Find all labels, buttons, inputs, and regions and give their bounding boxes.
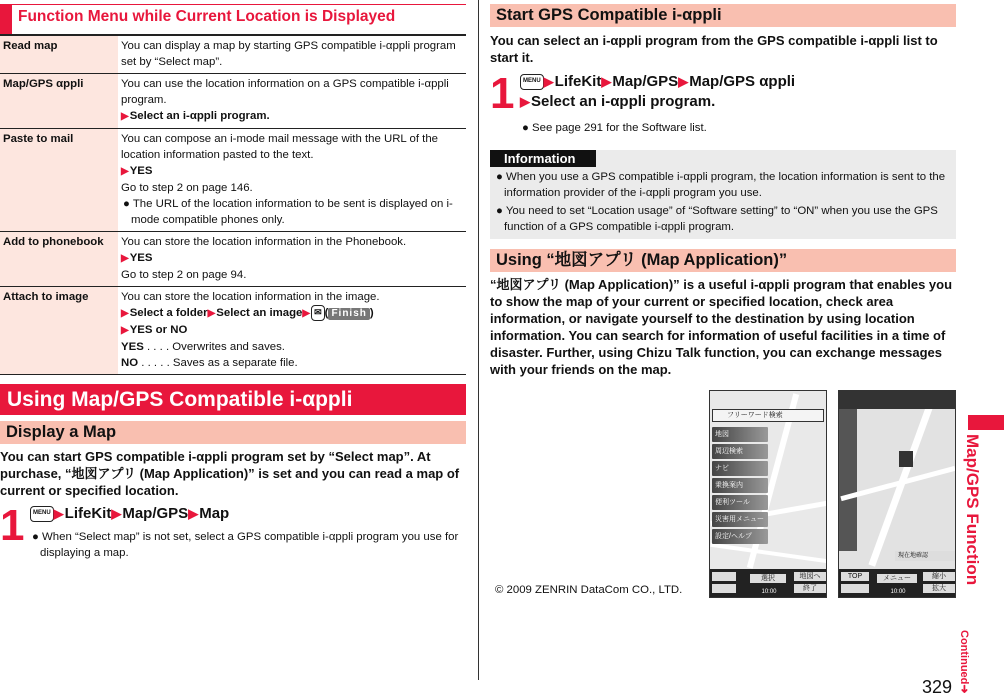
row-text: You can display a map by starting GPS compatible i-αppli program set by “Select map”. [121,40,456,68]
menu-item: 周辺検索 [712,444,768,459]
section-index-label: Map/GPS Function [963,434,982,586]
path-item: Map [199,505,230,523]
table-row [0,36,466,74]
start-gps-heading: Start GPS Compatible i-αppli [490,4,956,27]
map-app-heading: Using “地図アプリ (Map Application)” [490,249,956,272]
mail-key-icon: ✉ [311,305,325,321]
row-label: Map/GPS αppli [0,74,118,129]
menu-item: 地図 [712,427,768,442]
step-number: 1 [0,501,25,551]
start-gps-intro: You can select an i-αppli program from the GPS compatible i-αppli list to start it. [490,33,938,65]
continued-label [958,630,971,694]
information-box: Information ● When you use a GPS compatible i-αppli program, the location information is sent to the information provider of the i-αppli program you use. ● You need to set “Location usage” of “Software setting” to “ON” when you use the GPS function of a GPS compatible i-αppli program. [490,150,956,239]
row-label: Attach to image [0,287,118,375]
menu-item: ナビ [712,461,768,476]
map-app-text: “地図アプリ (Map Application)” is a useful i-αppli program that enables you to show the map of your current or specified location, check area information, or navigate yourself to the destination by using location information. You can search for information of useful facilities in a time of disaster. Further, using Chizu Talk function, you can exchange messages with your friends on the map. [490,277,953,377]
operation: Select a folder [129,307,208,320]
info-bullet: You need to set “Location usage” of “Software setting” to “ON” when you use the GPS function of a GPS compatible i-αppli program. [504,205,938,233]
section-banner: Using Map/GPS Compatible i-αppli [0,384,466,415]
operation: YES [129,165,153,177]
row-text: You can store the location information in the Phonebook. [121,236,407,248]
row-label: Read map [0,36,118,74]
menu-softkey: メニュー [877,574,917,583]
table-row: Add to phonebook You can store the location information in the Phonebook. ▶YES Go to step 2 on page 94. [0,232,466,287]
map-app-menu-screenshot [709,390,827,598]
operation: YES [129,252,153,264]
row-text: You can store the location information in the image. [121,291,380,303]
menu-key-icon: MENU [520,74,544,90]
search-field: フリーワード検索 [712,409,824,422]
path-item: Map/GPS [612,73,679,90]
function-menu-table [0,36,466,375]
right-column [490,4,956,378]
page-ref: Go to step 2 on page 94. [121,269,247,281]
display-map-intro: You can start GPS compatible i-αppli program set by “Select map”. At purchase, “地図アプリ (Map Application)” is set and you can read a map of current or specified location. [0,449,460,499]
zoom-in-softkey: 拡大 [923,584,955,593]
menu-item: 設定/ヘルプ [712,529,768,544]
bullet-note: See page 291 for the Software list. [532,122,707,134]
heading-marker [0,5,12,34]
operation: YES or NO [129,324,188,337]
row-text: You can compose an i-mode mail message with the URL of the location information pasted to the text. [121,133,438,161]
menu-item: 災害用メニュー [712,512,768,527]
function-menu-heading [0,4,466,36]
row-text: You can use the location information on a GPS compatible i-αppli program. [121,78,449,106]
path-item: LifeKit [64,505,112,523]
bullet-note: When “Select map” is not set, select a GPS compatible i-αppli program you use for displaying a map. [40,531,459,560]
arrow-down-icon: ➜ [958,684,970,694]
no-desc: Saves as a separate file. [172,357,298,370]
select-softkey: 選択 [750,574,786,583]
dots: . . . . [143,341,173,354]
finish-softkey: Finish [328,308,369,320]
menu-key-icon: MENU [30,506,54,522]
current-location-label: 現在地確認 [895,551,955,561]
bullet-note: The URL of the location information to be sent is displayed on i-mode compatible phones only. [131,198,453,226]
table-row: Paste to mail You can compose an i-mode mail message with the URL of the location information pasted to the text. ▶YES Go to step 2 on page 146. ● The URL of the location information to be sent is displayed on i-mode compatible phones only. [0,129,466,232]
path-item: Select an i-αppli program. [531,93,716,110]
to-map-softkey: 地図へ [794,572,826,581]
row-label: Paste to mail [0,129,118,232]
path-item: LifeKit [554,73,602,90]
page-number: 329 [922,677,953,697]
information-tag: Information [490,150,596,167]
map-view-screenshot [838,390,956,598]
column-divider [478,0,479,680]
table-row: Map/GPS αppli You can use the location information on a GPS compatible i-αppli program. ▶Select an i-αppli program. [0,74,466,129]
copyright: © 2009 ZENRIN DataCom CO., LTD. [495,584,683,596]
menu-item: 便利ツール [712,495,768,510]
function-menu-title: Function Menu while Current Location is Displayed [18,8,396,25]
table-row: Attach to image You can store the location information in the image. ▶Select a folder▶Select an image▶ ✉ ( Finish ) ▶YES or NO YES . . . . Overwrites and saves. NO . . . . . Saves as a separate file. [0,287,466,375]
top-softkey: TOP [841,572,869,581]
left-column [0,4,466,561]
continued-text: Continued [958,630,970,685]
dots: . . . . . [138,357,173,370]
info-bullet: When you use a GPS compatible i-αppli program, the location information is sent to the information provider of the i-αppli program you use. [504,171,946,199]
no-key: NO [121,357,139,370]
yes-key: YES [121,341,144,354]
end-softkey: 終了 [794,584,826,593]
section-tab-marker [968,415,1004,430]
path-item: Map/GPS [122,505,189,523]
path-item: Map/GPS αppli [689,73,796,90]
step-number: 1 [490,69,515,118]
menu-item: 乗換案内 [712,478,768,493]
display-map-heading: Display a Map [0,421,466,444]
operation: Select an image [216,307,303,320]
operation: Select an i-αppli program. [129,110,270,122]
yes-desc: Overwrites and saves. [172,341,285,354]
page-ref: Go to step 2 on page 146. [121,182,253,194]
row-label: Add to phonebook [0,232,118,287]
step-1: 1 MENU ▶LifeKit▶Map/GPS▶Map/GPS αppli ▶Select an i-αppli program. ● See page 291 for the Software list. [490,69,796,134]
clock: 10:00 [761,589,777,595]
clock: 10:00 [890,589,906,595]
step-1: 1 MENU ▶LifeKit▶Map/GPS▶Map ● When “Select map” is not set, select a GPS compatible i-αppli program you use for displaying a map. [0,501,459,560]
zoom-out-softkey: 縮小 [923,572,955,581]
